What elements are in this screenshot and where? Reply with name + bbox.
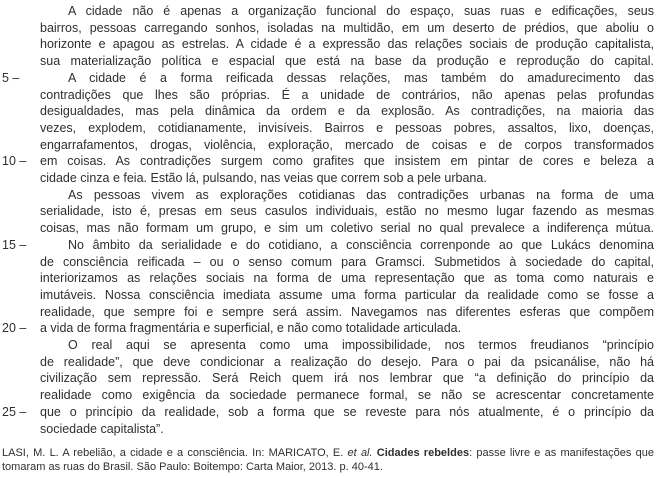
text-line — [0, 370, 654, 387]
text-line — [0, 153, 654, 170]
line-text: engarrafamentos, drogas, violência, exploração, mercado de coisas e de corpos transformados — [40, 137, 654, 152]
line-number — [0, 87, 40, 104]
citation-book-title: Cidades rebeldes — [376, 447, 470, 459]
line-text: imutáveis. Nossa consciência imediata assume uma forma particular da realidade como se fosse a — [40, 287, 654, 302]
line-text: realidade como exigência da sociedade permanece formal, se não se acrescentar concretamente — [40, 388, 654, 403]
line-number — [0, 421, 40, 438]
text-line — [0, 270, 654, 287]
line-number — [0, 220, 40, 237]
text-line — [0, 320, 654, 337]
text-line — [0, 304, 654, 321]
text-line — [0, 421, 654, 438]
text-line — [0, 237, 654, 254]
line-text: sociedade capitalista”. — [40, 421, 164, 436]
line-number — [0, 254, 40, 271]
line-number — [0, 36, 40, 53]
line-text: bairros, pessoas carregando sonhos, isoladas na multidão, em um deserto de prédios, que aboliu o — [40, 20, 654, 35]
text-line — [0, 170, 654, 187]
line-number: 20 – — [2, 321, 27, 336]
line-text: civilização sem repressão. Será Reich quem irá nos lembrar que “a definição do princípio da — [40, 371, 654, 386]
text-line — [0, 287, 654, 304]
text-line — [0, 70, 654, 87]
line-number — [0, 120, 40, 137]
text-line — [0, 53, 654, 70]
line-text: interiorizamos as relações sociais na forma de uma representação que as toma como naturais e — [40, 271, 654, 286]
text-line — [0, 103, 654, 120]
line-number — [0, 53, 40, 70]
text-line — [0, 220, 654, 237]
line-number — [0, 387, 40, 404]
line-number: 10 – — [2, 154, 27, 169]
text-body — [0, 3, 654, 437]
line-number — [0, 370, 40, 387]
text-line — [0, 137, 654, 154]
line-number — [0, 20, 40, 37]
citation-et-al: et al. — [347, 447, 373, 459]
line-text: As pessoas vivem as explorações cotidianas das contradições urbanas na forma de uma — [68, 187, 654, 202]
text-line — [0, 254, 654, 271]
line-text: em coisas. As contradições surgem como grafites que insistem em pintar de cores e beleza a — [40, 154, 654, 169]
line-text: contradições que lhes são próprias. É a unidade de contrários, não apenas pelas profundas — [40, 87, 654, 102]
text-line — [0, 3, 654, 20]
text-line — [0, 20, 654, 37]
line-number — [0, 287, 40, 304]
text-line — [0, 87, 654, 104]
text-line — [0, 387, 654, 404]
line-text: coisas, mas não formam um grupo, e sim um coletivo serial no qual prevalece a indiferença mútua. — [40, 221, 654, 236]
line-text: desigualdades, mas pela dinâmica da ordem e da explosão. As contradições, na maioria das — [40, 104, 654, 119]
text-line — [0, 337, 654, 354]
citation — [2, 446, 654, 474]
line-number: 25 – — [2, 404, 27, 419]
citation-rest: : passe livre e as manifestações que tomaram as ruas do Brasil. São Paulo: Boitempo: Carta Maior, 2013. p. 40-41. — [2, 447, 654, 473]
text-line — [0, 404, 654, 421]
line-number — [0, 270, 40, 287]
text-line — [0, 187, 654, 204]
line-text: A cidade não é apenas a organização funcional do espaço, suas ruas e edificações, seus — [68, 4, 654, 18]
text-line — [0, 120, 654, 137]
text-line — [0, 36, 654, 53]
line-number — [0, 103, 40, 120]
line-text: serialidade, isto é, presas em seus casulos individuais, estão no mesmo lugar fazendo as mesmas — [40, 204, 654, 219]
line-text: realidade, que sempre foi e sempre será assim. Navegamos nas diferentes esferas que compõem — [40, 304, 654, 319]
line-text: de consciência reificada – ou o senso comum para Gramsci. Submetidos à sociedade do capital, — [40, 254, 654, 269]
line-text: O real aqui se apresenta como uma impossibilidade, nos termos freudianos “princípio — [68, 338, 654, 353]
line-number — [0, 137, 40, 154]
line-text: sua materialização política e espacial que está na base da produção e reprodução do capital. — [40, 54, 654, 69]
line-text: A cidade é a forma reificada dessas relações, mas também do amadurecimento das — [68, 70, 654, 85]
line-text: a vida de forma fragmentária e superficial, e não como totalidade articulada. — [40, 321, 462, 336]
line-number — [0, 304, 40, 321]
line-text: de realidade”, que deve condicionar a realização do desejo. Para o pai da psicanálise, não há — [40, 354, 654, 369]
line-text: horizonte e apagou as estrelas. A cidade é a expressão das relações sociais de produção capitalista, — [40, 37, 654, 52]
line-number — [0, 354, 40, 371]
line-text: vezes, explodem, cotidianamente, invisíveis. Bairros e pessoas pobres, assaltos, lixo, doenças, — [40, 120, 654, 135]
line-number — [0, 187, 40, 204]
line-number: 5 – — [2, 70, 20, 85]
line-text: que o princípio da realidade, sob a forma que se reveste para nós atualmente, é o princípio da — [40, 404, 654, 419]
line-number — [0, 337, 40, 354]
line-text: cidade cinza e feia. Estão lá, pulsando, nas veias que correm sob a pele urbana. — [40, 171, 487, 186]
text-line — [0, 203, 654, 220]
text-line — [0, 354, 654, 371]
citation-authors-title: LASI, M. L. A rebelião, a cidade e a consciência. In: MARICATO, E. — [2, 447, 344, 459]
line-number — [0, 170, 40, 187]
line-number: 15 – — [2, 237, 27, 252]
line-number — [0, 203, 40, 220]
line-text: No âmbito da serialidade e do cotidiano, a consciência correnponde ao que Lukács denomina — [68, 237, 654, 252]
line-number — [0, 3, 40, 20]
